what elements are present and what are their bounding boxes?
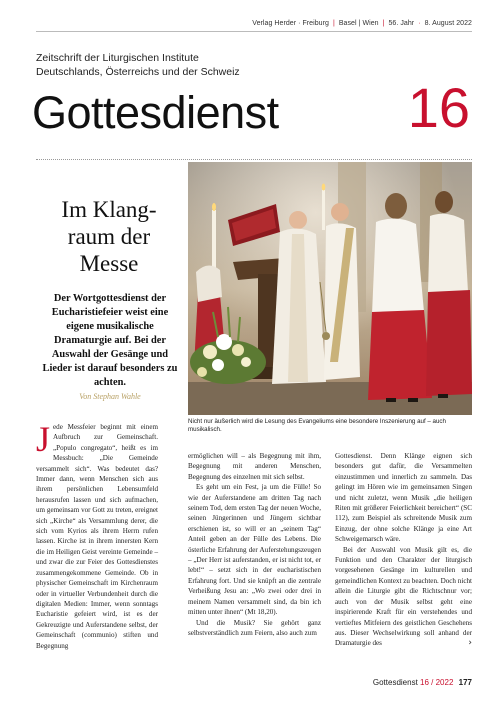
body-text: Bei der Auswahl von Musik gilt es, die Funktion und den Charakter der liturgisch vorgesehenen Gesänge im kulturellen und gemeindlichen Kontext zu beachten. Doch nicht allein die Liturgie gibt die Richtschnur vor; auch von der Musik selbst geht eine inspirierende Kraft für ein verstehendes und vertieftes Mitfeiern des geistlichen Geschehens aus. Dieser Wechselwirkung soll anhand der Dramaturgie des xyxy=(335,545,472,648)
separator: · xyxy=(418,20,421,27)
article-byline: Von Stephan Wahle xyxy=(79,392,141,401)
liturgy-photo-illustration xyxy=(188,162,472,415)
cities: Basel | Wien xyxy=(338,20,379,27)
separator: | xyxy=(382,20,385,27)
body-text: ede Messfeier beginnt mit einem Aufbruch zur Gemeinschaft. „Populo congregato“, heißt es im Messbuch: „Die Gemeinde versammelt sich“. Was bedeutet das? Immer dann, wenn Menschen sich aus ihrem persönlichen Lebensumfeld herausrufen lassen und sich aufmachen, um gemeinsam vor Gott zu treten, ereignet sich „Kirche“ als Versammlung derer, die sich vom Kyrios als ihrem Herrn rufen lassen. Kirche ist in ihrem innersten Kern die im Heiligen Geist vereinte Gemeinde – und zwar die zur Feier des Gottesdienstes zusammengekommene Gemeinde. Ob in physischer Gemeinschaft im Kirchenraum oder in virtueller Verbundenheit durch die digitalen Medien: Immer, wenn sonntags Eucharistie gefeiert wird, ist es der Gekreuzigte und Auferstandene selbst, der Gemeinschaft (communio) stiften und Begegnung xyxy=(36,423,158,650)
subtitle-line-2: Deutschlands, Österreichs und der Schweiz xyxy=(36,66,240,78)
magazine-subtitle xyxy=(36,51,240,79)
subtitle-line-1: Zeitschrift der Liturgischen Institute xyxy=(36,52,199,64)
page-footer xyxy=(373,678,472,687)
continue-arrow-icon: › xyxy=(468,638,472,649)
body-column-3 xyxy=(335,451,472,649)
separator: | xyxy=(332,20,335,27)
running-head xyxy=(252,20,472,27)
footer-magazine: Gottesdienst xyxy=(372,678,418,687)
article-photo xyxy=(188,162,472,415)
top-rule xyxy=(36,31,472,32)
footer-issue: 16 / 2022 xyxy=(420,678,454,687)
magazine-title: Gottesdienst xyxy=(32,87,279,138)
issue-number: 16 xyxy=(407,76,470,139)
body-paragraph: Es geht um ein Fest, ja um die Fülle! So wie der Auferstandene am dritten Tag nach seinem Tod, dem ersten Tag der neuen Woche, seinen Jüngerinnen und Jüngern sichtbar erschienen ist, so will er an „seinem Tag“ Anteil geben an der Fülle des Lebens. Die österliche Erfahrung der Auferstehungszeugen – „Der Herr ist auferstanden, er ist nicht tot, er lebt!“ – setzt sich in der eucharistischen Erfahrung fort. Und sie knüpft an die zentrale Verheißung Jesu an: „Wo zwei oder drei in meinem Namen versammelt sind, da bin ich mitten unter ihnen“ (Mt 18,20). xyxy=(188,483,321,617)
body-paragraph: Gottesdienst. Denn Klänge eignen sich besonders gut dafür, die Versammelten einzustimmen und innerlich zu sammeln. Das gelingt im Hören wie im gemeinsamen Singen und nicht zuletzt, wenn Musik „die heiligen Riten mit größerer Feierlichkeit bereichert“ (SC 112), zum Beispiel als schreitende Musik zum Einzug, der ohne solche Klänge ja eine Art Schweigemarsch wäre. xyxy=(335,452,472,544)
body-paragraph xyxy=(36,419,158,651)
body-column-2 xyxy=(188,451,321,638)
body-paragraph: ermöglichen will – als Begegnung mit ihm, Begegnung mit anderen Menschen, Begegnung des einzelnen mit sich selbst. xyxy=(188,452,321,481)
body-paragraph xyxy=(335,545,472,649)
page-number: 177 xyxy=(458,678,472,687)
dotted-divider xyxy=(36,159,472,160)
article-lead: Der Wortgottesdienst der Eucharistiefeier weist eine eigene musikalische Dramaturgie auf. Bei der Auswahl der Gesänge und Lieder ist darauf besonders zu achten. xyxy=(42,293,178,388)
volume-year: 56. Jahr xyxy=(388,20,415,27)
publisher: Verlag Herder · Freiburg xyxy=(252,20,329,27)
body-paragraph: Und die Musik? Sie gehört ganz selbstverständlich zum Feiern, also auch zum xyxy=(188,618,321,637)
body-column-1 xyxy=(36,419,158,651)
drop-cap: J xyxy=(36,419,51,459)
article-headline: Im Klang-raum der Messe xyxy=(61,197,157,276)
issue-date: 8. August 2022 xyxy=(424,20,472,27)
photo-caption: Nicht nur äußerlich wird die Lesung des Evangeliums eine besondere Inszenierung auf – auch musikalisch. xyxy=(188,418,446,434)
